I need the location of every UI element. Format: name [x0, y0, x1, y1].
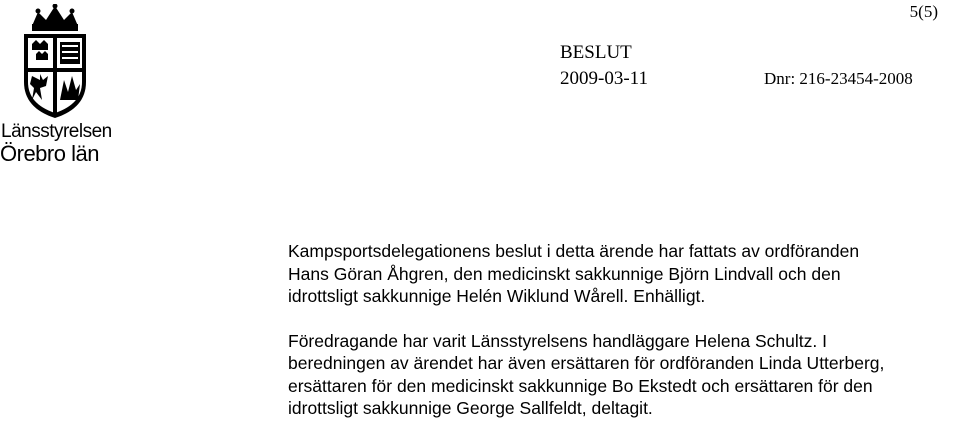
text-line: Föredragande har varit Länsstyrelsens handläggare Helena Schultz. I: [288, 330, 827, 351]
text-line: idrottsligt sakkunnige Helén Wiklund Wårell. Enhälligt.: [288, 286, 706, 306]
paragraph-delegation: [288, 240, 956, 308]
diary-number: Dnr: 216-23454-2008: [764, 69, 913, 88]
text-line: ersättaren för den medicinskt sakkunnige Bo Ekstedt och ersättaren för den: [288, 375, 873, 396]
text-line: Hans Göran Åhgren, den medicinskt sakkunnige Björn Lindvall och den: [288, 263, 841, 284]
decision-body: [288, 240, 956, 420]
document-type: BESLUT: [560, 42, 632, 63]
text-line: Kampsportsdelegationens beslut i detta ärende har fattats av ordföranden: [288, 241, 860, 261]
text-line: idrottsligt sakkunnige George Sallfeldt, deltagit.: [288, 398, 653, 418]
document-date: 2009-03-11: [560, 68, 648, 89]
coat-of-arms-icon: [18, 4, 92, 120]
paragraph-rapporteur: [288, 330, 956, 420]
text-line: beredningen av ärendet har även ersättaren för ordföranden Linda Utterberg,: [288, 353, 885, 373]
logo-text-agency: Länsstyrelsen: [1, 121, 112, 142]
agency-logo: [0, 4, 112, 166]
logo-text-county: Örebro län: [0, 141, 99, 166]
page-number: 5(5): [909, 2, 938, 21]
